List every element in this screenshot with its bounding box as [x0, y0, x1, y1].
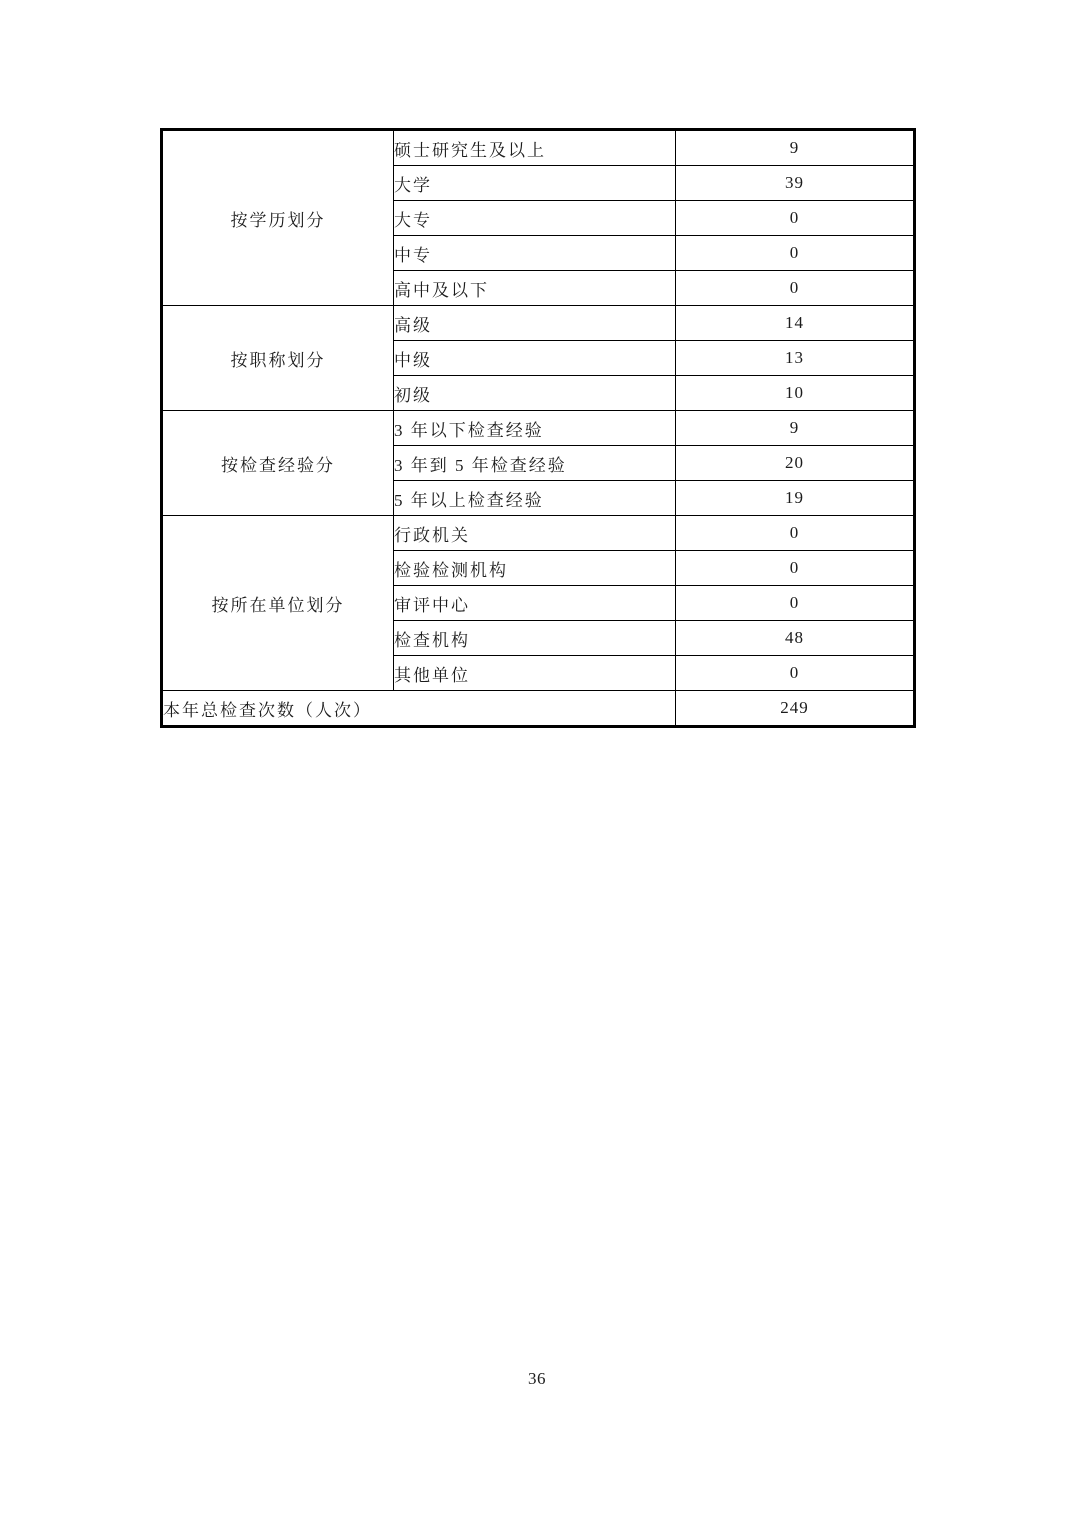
- value-cell: 13: [676, 341, 915, 376]
- item-label-cell: 硕士研究生及以上: [394, 130, 676, 166]
- item-label-cell: 高中及以下: [394, 271, 676, 306]
- category-cell-unit: 按所在单位划分: [162, 516, 394, 691]
- item-label-cell: 行政机关: [394, 516, 676, 551]
- value-cell: 0: [676, 271, 915, 306]
- item-label-cell: 初级: [394, 376, 676, 411]
- item-label-cell: 中级: [394, 341, 676, 376]
- value-cell: 39: [676, 166, 915, 201]
- table-row: [162, 130, 915, 166]
- value-cell: 9: [676, 130, 915, 166]
- table-row: [162, 411, 915, 446]
- value-cell: 10: [676, 376, 915, 411]
- table-row: [162, 516, 915, 551]
- item-label-cell: 大专: [394, 201, 676, 236]
- item-label-cell: 高级: [394, 306, 676, 341]
- item-label-cell: 5 年以上检查经验: [394, 481, 676, 516]
- value-cell: 0: [676, 656, 915, 691]
- value-cell: 0: [676, 586, 915, 621]
- value-cell: 19: [676, 481, 915, 516]
- item-label-cell: 检查机构: [394, 621, 676, 656]
- table-row-total: [162, 691, 915, 727]
- item-label-cell: 中专: [394, 236, 676, 271]
- item-label-cell: 3 年到 5 年检查经验: [394, 446, 676, 481]
- item-label-cell: 3 年以下检查经验: [394, 411, 676, 446]
- item-label-cell: 其他单位: [394, 656, 676, 691]
- value-cell: 0: [676, 551, 915, 586]
- category-cell-title: 按职称划分: [162, 306, 394, 411]
- value-cell: 0: [676, 236, 915, 271]
- value-cell: 14: [676, 306, 915, 341]
- value-cell: 9: [676, 411, 915, 446]
- value-cell: 48: [676, 621, 915, 656]
- table-row: [162, 306, 915, 341]
- item-label-cell: 大学: [394, 166, 676, 201]
- category-cell-education: 按学历划分: [162, 130, 394, 306]
- value-cell: 0: [676, 201, 915, 236]
- stats-table: [160, 128, 916, 728]
- item-label-cell: 检验检测机构: [394, 551, 676, 586]
- total-value-cell: 249: [676, 691, 915, 727]
- item-label-cell: 审评中心: [394, 586, 676, 621]
- value-cell: 20: [676, 446, 915, 481]
- page-number: 36: [528, 1369, 546, 1388]
- value-cell: 0: [676, 516, 915, 551]
- category-cell-experience: 按检查经验分: [162, 411, 394, 516]
- total-label-cell: 本年总检查次数（人次）: [162, 691, 676, 727]
